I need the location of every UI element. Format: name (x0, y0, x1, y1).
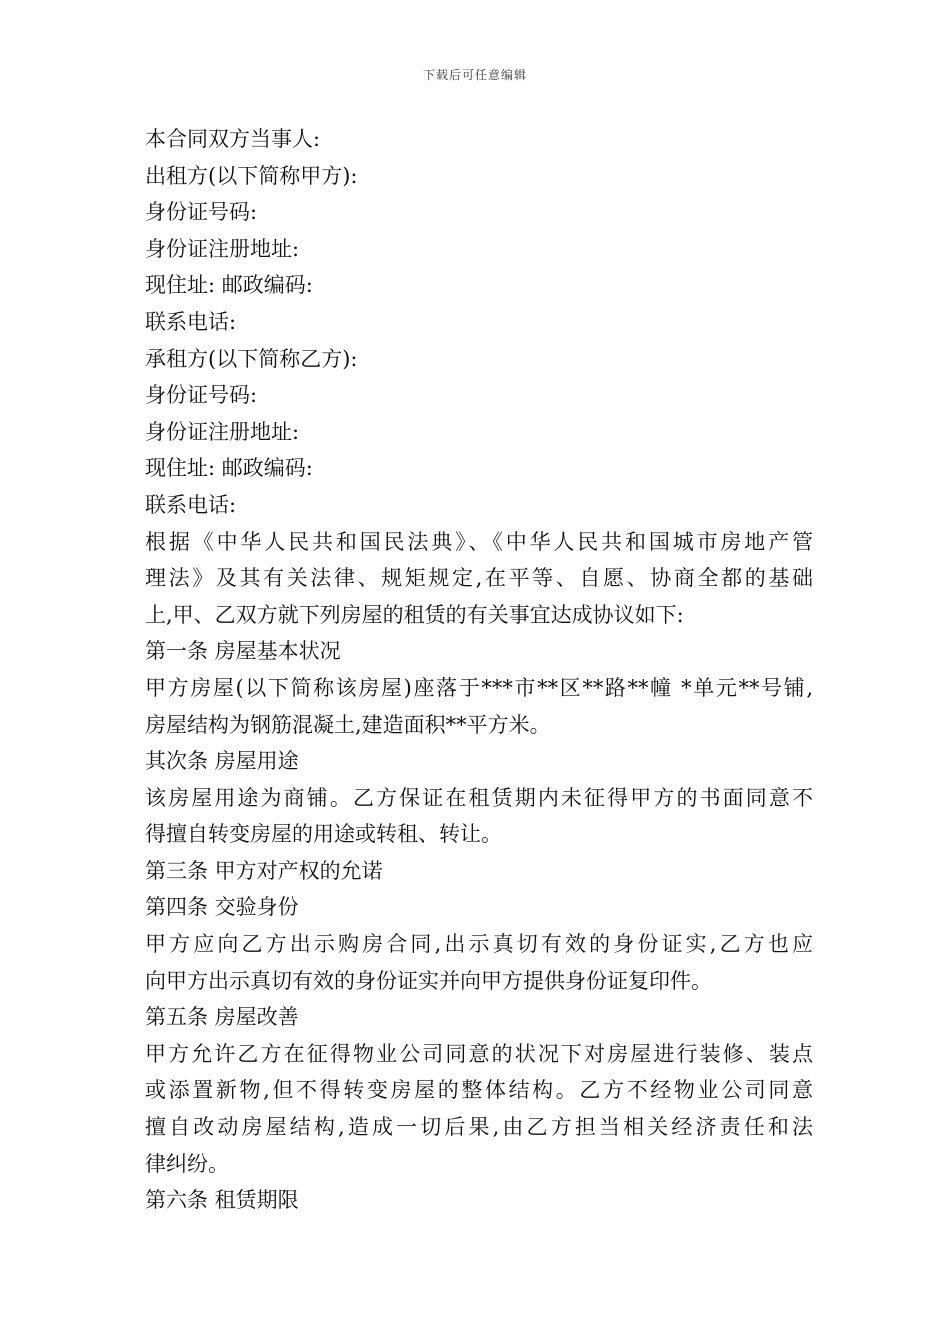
contract-body (145, 121, 813, 1219)
header-note: 下载后可任意编辑 (422, 68, 527, 82)
text-line: 律纠纷。 (145, 1151, 229, 1176)
text-line: 身份证注册地址: (145, 419, 300, 444)
text-line: 甲方允许乙方在征得物业公司同意的状况下对房屋进行装修、装点 (145, 1041, 813, 1066)
text-line: 身份证号码: (145, 200, 258, 225)
text-line: 向甲方出示真切有效的身份证实并向甲方提供身份证复印件。 (145, 968, 712, 993)
text-line: 擅自改动房屋结构,造成一切后果,由乙方担当相关经济责任和法 (145, 1115, 813, 1140)
text-line: 房屋结构为钢筋混凝土,建造面积**平方米。 (145, 712, 551, 737)
text-line: 甲方房屋(以下简称该房屋)座落于***市**区**路**幢 *单元**号铺, (145, 675, 813, 700)
text-line: 身份证注册地址: (145, 236, 300, 261)
text-line: 理法》及其有关法律、规矩规定,在平等、自愿、协商全都的基础 (145, 566, 813, 591)
text-line: 第六条 租赁期限 (145, 1188, 299, 1213)
text-line: 根据《中华人民共和国民法典》、《中华人民共和国城市房地产管 (145, 529, 813, 554)
text-line: 该房屋用途为商铺。乙方保证在租赁期内未征得甲方的书面同意不 (145, 785, 813, 810)
text-line: 上,甲、乙双方就下列房屋的租赁的有关事宜达成协议如下: (145, 602, 684, 627)
text-line: 其次条 房屋用途 (145, 749, 299, 774)
text-line: 得擅自转变房屋的用途或转租、转让。 (145, 822, 502, 847)
text-line: 身份证号码: (145, 383, 258, 408)
text-line: 承租方(以下简称乙方): (145, 346, 358, 371)
text-line: 现住址: 邮政编码: (145, 456, 313, 481)
text-line: 或添置新物,但不得转变房屋的整体结构。乙方不经物业公司同意 (145, 1078, 813, 1103)
text-line: 本合同双方当事人: (145, 127, 321, 151)
text-line: 现住址: 邮政编码: (145, 273, 313, 298)
text-line: 联系电话: (145, 492, 237, 517)
text-line: 第一条 房屋基本状况 (145, 639, 341, 664)
text-line: 联系电话: (145, 309, 237, 334)
text-line: 第四条 交验身份 (145, 895, 299, 920)
text-line: 第五条 房屋改善 (145, 1005, 299, 1030)
text-line: 第三条 甲方对产权的允诺 (145, 858, 383, 883)
text-line: 出租方(以下简称甲方): (145, 163, 358, 188)
text-line: 甲方应向乙方出示购房合同,出示真切有效的身份证实,乙方也应 (145, 932, 813, 957)
